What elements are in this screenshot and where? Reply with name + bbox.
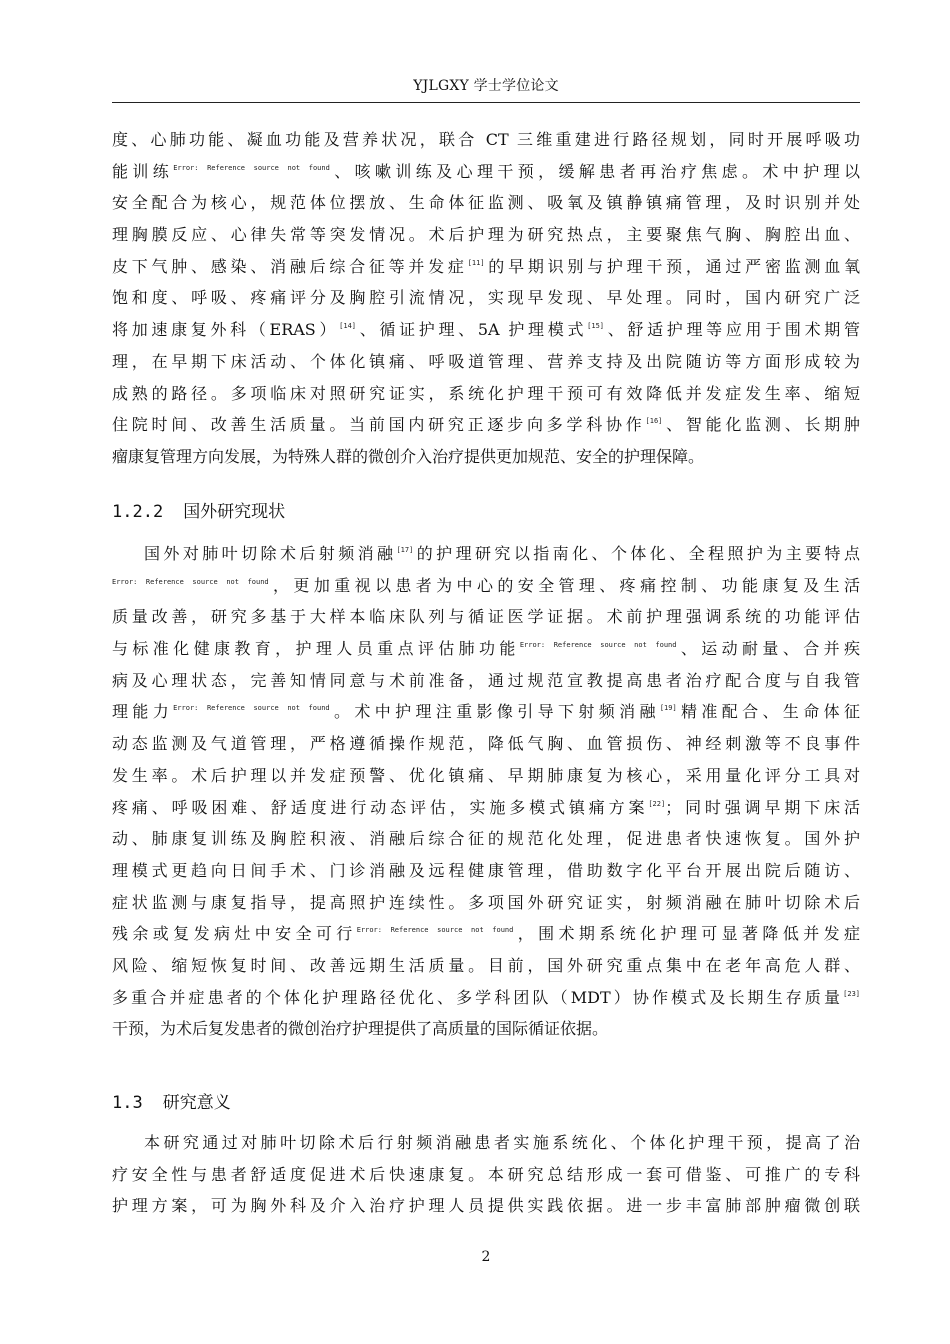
text-line — [112, 282, 860, 314]
text-run: ，围术期系统化护理可显著降低并发症 — [513, 924, 860, 944]
section-title: 国外研究现状 — [183, 502, 286, 522]
citation-reference: Error: Reference source not found — [356, 926, 514, 935]
text-run: 动态监测及气道管理，严格遵循操作规范，降低气胸、血管损伤、神经刺激等不良事件 — [112, 734, 860, 754]
text-run: 护理方案，可为胸外科及介入治疗护理人员提供实践依据。进一步丰富肺部肿瘤微创联 — [112, 1196, 860, 1216]
text-line — [112, 378, 860, 410]
text-run: 疗安全性与患者舒适度促进术后快速康复。本研究总结形成一套可借鉴、可推广的专科 — [112, 1164, 860, 1184]
text-run: 本研究通过对肺叶切除术后行射频消融患者实施系统化、个体化护理干预，提高了治 — [144, 1133, 860, 1152]
text-line — [112, 1190, 860, 1222]
text-run: 国外对肺叶切除术后射频消融 — [144, 544, 397, 563]
text-run: ，更加重视以患者为中心的安全管理、疼痛控制、功能康复及生活 — [268, 575, 860, 595]
text-line — [112, 346, 860, 378]
text-line — [112, 982, 860, 1014]
running-header: YJLGXY 学士学位论文 — [413, 78, 559, 94]
text-run: 瘤康复管理方向发展，为特殊人群的微创介入治疗提供更加规范、安全的护理保障。 — [112, 446, 705, 466]
text-line — [112, 124, 860, 156]
text-run: 、智能化监测、长期肿 — [662, 415, 860, 435]
citation-reference: [19] — [659, 704, 677, 713]
text-line — [112, 251, 860, 283]
text-run: 皮下气肿、感染、消融后综合征等并发症 — [112, 256, 468, 276]
section-heading-1-3 — [112, 1091, 231, 1115]
section-number: 1.3 — [112, 1093, 143, 1113]
citation-reference: [15] — [587, 322, 604, 331]
text-line — [112, 570, 860, 602]
text-run: 、咳嗽训练及心理干预，缓解患者再治疗焦虑。术中护理以 — [329, 161, 860, 181]
text-line — [112, 665, 860, 697]
paragraph-domestic-nursing — [112, 124, 860, 473]
section-number: 1.2.2 — [112, 502, 164, 522]
text-line — [112, 760, 860, 792]
text-line — [112, 219, 860, 251]
text-run: 动、肺康复训练及胸腔积液、消融后综合征的规范化处理，促进患者快速恢复。国外护 — [112, 829, 860, 849]
text-line — [112, 887, 860, 919]
text-run: 与标准化健康教育，护理人员重点评估肺功能 — [112, 639, 520, 659]
text-run: 饱和度、呼吸、疼痛评分及胸腔引流情况，实现早发现、早处理。同时，国内研究广泛 — [112, 288, 860, 308]
text-run: 的护理研究以指南化、个体化、全程照护为主要特点 — [413, 544, 860, 563]
text-run: 的早期识别与护理干预，通过严密监测血氧 — [484, 256, 860, 276]
text-line — [112, 633, 860, 665]
citation-reference: [17] — [396, 546, 414, 554]
section-heading-1-2-2 — [112, 500, 285, 524]
text-line — [112, 1159, 860, 1191]
text-line — [112, 1127, 860, 1159]
text-run: 将加速康复外科（ERAS） — [112, 320, 340, 340]
text-run: 。术中护理注重影像引导下射频消融 — [329, 702, 660, 722]
paragraph-research-significance — [112, 1127, 860, 1222]
text-line — [112, 918, 860, 950]
text-run: 度、心肺功能、凝血功能及营养状况，联合 CT 三维重建进行路径规划，同时开展呼吸功 — [112, 130, 860, 149]
text-line — [112, 823, 860, 855]
paragraph-foreign-research — [112, 538, 860, 1045]
citation-reference: [22] — [648, 799, 666, 808]
page-number: 2 — [481, 1249, 491, 1265]
text-line — [112, 409, 860, 441]
text-line — [112, 314, 860, 346]
text-run: 残余或复发病灶中安全可行 — [112, 924, 357, 944]
text-run: 干预，为术后复发患者的微创治疗护理提供了高质量的国际循证依据。 — [112, 1019, 609, 1039]
text-run: 、循证护理、5A 护理模式 — [356, 320, 588, 340]
text-run: 理能力 — [112, 702, 174, 722]
citation-reference: [11] — [467, 258, 485, 267]
text-run: 能训练 — [112, 161, 174, 181]
citation-reference: [14] — [339, 322, 357, 331]
text-run: 多重合并症患者的个体化护理路径优化、多学科团队（MDT）协作模式及长期生存质量 — [112, 987, 844, 1007]
text-run: 症状监测与康复指导，提高照护连续性。多项国外研究证实，射频消融在肺叶切除术后 — [112, 892, 860, 912]
text-run: ；同时强调早期下床活 — [665, 797, 860, 817]
text-line — [112, 441, 860, 473]
citation-reference: Error: Reference source not found — [112, 577, 269, 586]
text-line — [112, 792, 860, 824]
header-rule — [112, 102, 860, 103]
text-run: 理，在早期下床活动、个体化镇痛、呼吸道管理、营养支持及出院随访等方面形成较为 — [112, 351, 860, 371]
text-run: 、舒适护理等应用于围术期管 — [604, 320, 860, 340]
text-run: 风险、缩短恢复时间、改善远期生活质量。目前，国外研究重点集中在老年高危人群、 — [112, 955, 860, 975]
text-run: 质量改善，研究多基于大样本临床队列与循证医学证据。术前护理强调系统的功能评估 — [112, 607, 860, 627]
citation-reference: Error: Reference source not found — [173, 704, 330, 713]
text-run: 理模式更趋向日间手术、门诊消融及远程健康管理，借助数字化平台开展出院后随访、 — [112, 860, 860, 880]
text-run: 发生率。术后护理以并发症预警、优化镇痛、早期肺康复为核心，采用量化评分工具对 — [112, 765, 860, 785]
section-title: 研究意义 — [162, 1093, 231, 1113]
text-run: 成熟的路径。多项临床对照研究证实，系统化护理干预可有效降低并发症发生率、缩短 — [112, 383, 860, 403]
text-run: 疼痛、呼吸困难、舒适度进行动态评估，实施多模式镇痛方案 — [112, 797, 649, 817]
citation-reference: Error: Reference source not found — [519, 641, 677, 650]
text-run: 精准配合、生命体征 — [676, 702, 860, 722]
citation-reference: Error: Reference source not found — [173, 163, 330, 172]
text-run: 安全配合为核心，规范体位摆放、生命体征监测、吸氧及镇静镇痛管理，及时识别并处 — [112, 193, 860, 213]
text-line — [112, 187, 860, 219]
text-run: 住院时间、改善生活质量。当前国内研究正逐步向多学科协作 — [112, 415, 646, 435]
text-line — [112, 1013, 860, 1045]
citation-reference: [16] — [645, 417, 663, 426]
text-line — [112, 696, 860, 728]
text-line — [112, 156, 860, 188]
text-line — [112, 950, 860, 982]
text-line — [112, 538, 860, 570]
text-line — [112, 601, 860, 633]
text-run: 理胸膜反应、心律失常等突发情况。术后护理为研究热点，主要聚焦气胸、胸腔出血、 — [112, 225, 860, 245]
text-line — [112, 855, 860, 887]
text-run: 、运动耐量、合并疾 — [676, 639, 860, 659]
citation-reference: [23] — [843, 989, 860, 998]
text-run: 病及心理状态，完善知情同意与术前准备，通过规范宣教提高患者治疗配合度与自我管 — [112, 670, 860, 690]
text-line — [112, 728, 860, 760]
